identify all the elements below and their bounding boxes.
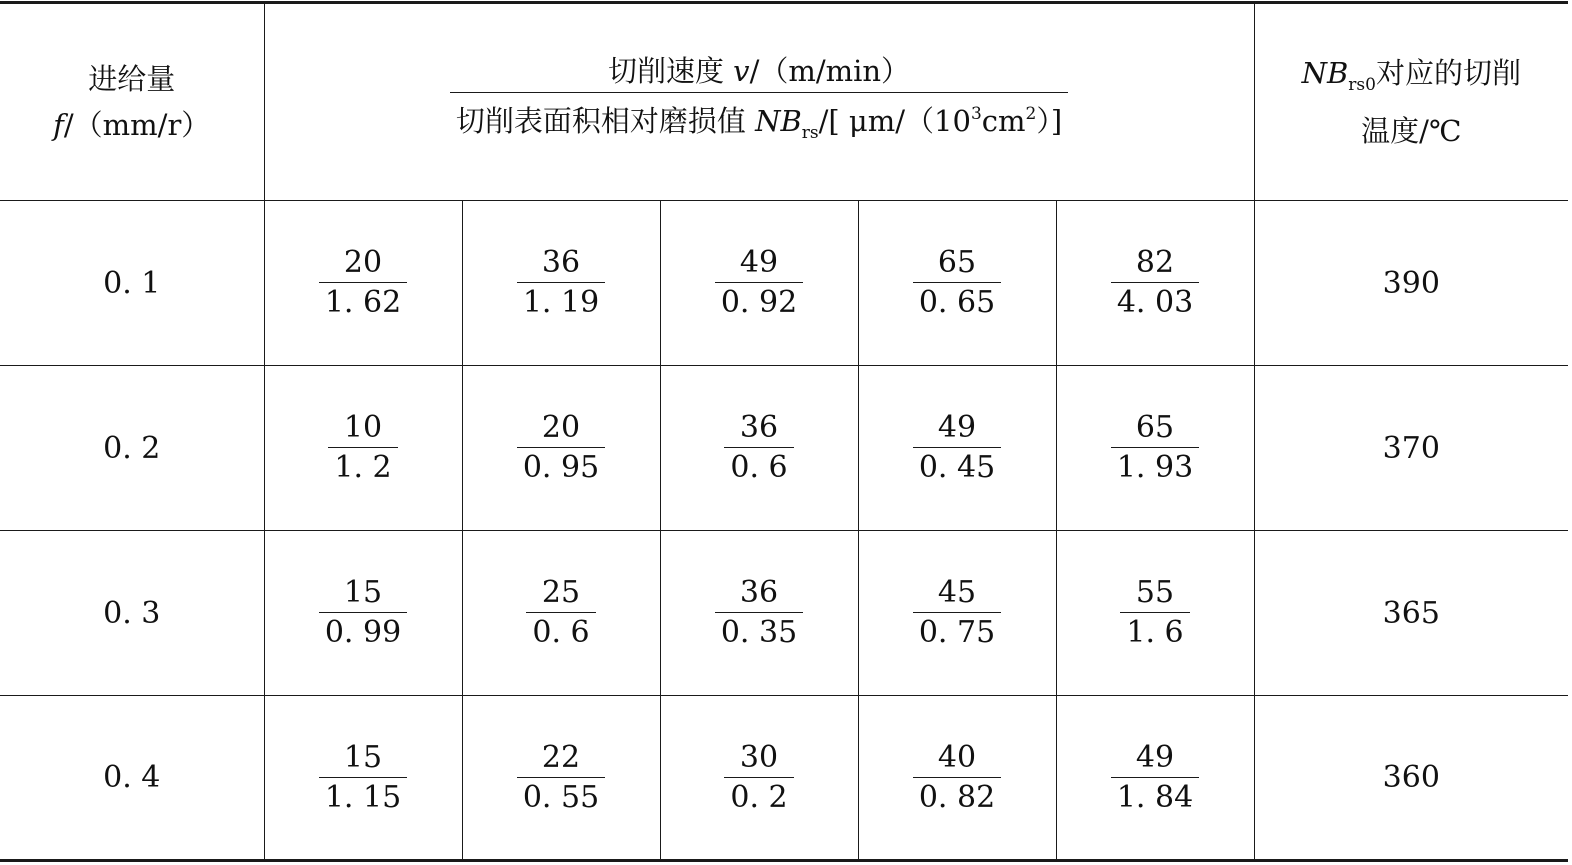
wear-value: 0. 35	[715, 612, 803, 651]
fraction	[913, 575, 1001, 651]
feed-cell: 0. 4	[0, 696, 264, 861]
speed-value: 49	[739, 245, 779, 280]
data-cell	[264, 696, 462, 861]
wear-value: 0. 2	[724, 777, 793, 816]
feed-header-line2	[0, 102, 264, 148]
wear-value: 1. 2	[328, 447, 397, 486]
data-cell	[462, 696, 660, 861]
wear-value: 1. 93	[1111, 447, 1199, 486]
fraction	[913, 740, 1001, 816]
fraction	[517, 740, 605, 816]
wear-header-label: 切削表面积相对磨损值	[455, 104, 756, 138]
fraction	[913, 410, 1001, 486]
data-cell	[660, 201, 858, 366]
speed-symbol: v	[733, 54, 750, 88]
data-cell	[462, 531, 660, 696]
wear-unit-part-c: ）]	[1036, 104, 1063, 138]
speed-header-label: 切削速度	[607, 54, 734, 88]
data-cell	[660, 531, 858, 696]
data-cell	[660, 366, 858, 531]
data-cell	[858, 201, 1056, 366]
wear-value: 0. 92	[715, 282, 803, 321]
data-cell	[462, 366, 660, 531]
fraction	[724, 410, 793, 486]
data-cell	[1056, 696, 1254, 861]
feed-cell: 0. 3	[0, 531, 264, 696]
temperature-header-line1	[1255, 50, 1569, 108]
temperature-cell: 360	[1254, 696, 1568, 861]
temperature-header	[1254, 3, 1568, 201]
temp-symbol-subscript: rs0	[1348, 75, 1376, 95]
fraction	[319, 575, 407, 651]
data-cell	[858, 696, 1056, 861]
fraction	[1111, 740, 1199, 816]
wear-value: 4. 03	[1111, 282, 1199, 321]
data-cell	[462, 201, 660, 366]
speed-value: 20	[343, 245, 383, 280]
fraction	[1111, 410, 1199, 486]
table-row	[0, 696, 1568, 861]
speed-value: 49	[937, 410, 977, 445]
feed-header	[0, 3, 264, 201]
wear-symbol-subscript: rs	[801, 123, 819, 143]
wear-value: 1. 19	[517, 282, 605, 321]
speed-value: 22	[541, 739, 581, 775]
wear-symbol: NB	[755, 104, 802, 138]
feed-unit: /（mm/r）	[63, 108, 211, 142]
data-cell	[264, 366, 462, 531]
data-cell	[660, 696, 858, 861]
wear-value: 0. 45	[913, 447, 1001, 486]
speed-value: 40	[937, 739, 977, 775]
wear-value: 1. 15	[319, 777, 407, 816]
wear-header	[450, 92, 1068, 152]
wear-unit-part-b: cm	[981, 104, 1026, 138]
temperature-cell: 365	[1254, 531, 1568, 696]
table-row	[0, 201, 1568, 366]
header-row	[0, 3, 1568, 201]
data-cell	[858, 366, 1056, 531]
feed-cell: 0. 2	[0, 366, 264, 531]
feed-header-line1: 进给量	[88, 62, 176, 96]
wear-value: 0. 6	[526, 612, 595, 651]
speed-value: 36	[739, 410, 779, 445]
wear-value: 0. 75	[913, 612, 1001, 651]
speed-wear-header	[264, 3, 1254, 201]
temperature-cell: 390	[1254, 201, 1568, 366]
wear-value: 0. 99	[319, 612, 407, 651]
speed-value: 10	[343, 410, 383, 445]
data-cell	[858, 531, 1056, 696]
wear-value: 1. 62	[319, 282, 407, 321]
speed-value: 36	[739, 575, 779, 610]
fraction	[715, 575, 803, 651]
fraction	[715, 245, 803, 321]
temp-symbol: NB	[1301, 56, 1349, 90]
speed-value: 36	[541, 245, 581, 280]
speed-value: 49	[1135, 739, 1175, 775]
wear-value: 0. 65	[913, 282, 1001, 321]
temperature-header-line2: 温度/℃	[1361, 114, 1462, 148]
data-cell	[1056, 201, 1254, 366]
temperature-cell: 370	[1254, 366, 1568, 531]
fraction	[913, 245, 1001, 321]
speed-value: 82	[1135, 245, 1175, 280]
wear-value: 1. 6	[1120, 612, 1189, 651]
fraction	[319, 245, 407, 321]
wear-value: 0. 82	[913, 777, 1001, 816]
speed-unit: /（m/min）	[749, 54, 911, 88]
wear-value: 0. 55	[517, 777, 605, 816]
wear-data-table	[0, 1, 1568, 862]
speed-value: 65	[1135, 410, 1175, 445]
speed-value: 65	[937, 245, 977, 280]
speed-value: 20	[541, 410, 581, 445]
fraction	[517, 245, 605, 321]
fraction	[724, 740, 793, 816]
table-row	[0, 366, 1568, 531]
feed-symbol: f	[53, 108, 64, 142]
data-cell	[1056, 366, 1254, 531]
fraction	[1111, 245, 1199, 321]
wear-unit-sup-2: 2	[1025, 104, 1037, 124]
speed-value: 25	[541, 575, 581, 610]
data-cell	[1056, 531, 1254, 696]
fraction	[319, 740, 407, 816]
speed-header	[450, 52, 1068, 92]
feed-cell: 0. 1	[0, 201, 264, 366]
fraction	[517, 410, 605, 486]
speed-wear-header-fraction	[450, 52, 1068, 152]
wear-value: 1. 84	[1111, 777, 1199, 816]
speed-value: 45	[937, 575, 977, 610]
speed-value: 30	[739, 739, 779, 775]
speed-value: 15	[343, 739, 383, 775]
fraction	[526, 575, 595, 651]
wear-value: 0. 95	[517, 447, 605, 486]
wear-unit-part-a: /[ μm/（10	[818, 104, 971, 138]
fraction	[1120, 575, 1189, 651]
table-row	[0, 531, 1568, 696]
wear-value: 0. 6	[724, 447, 793, 486]
wear-unit-sup-3: 3	[970, 104, 982, 124]
data-cell	[264, 531, 462, 696]
fraction	[328, 410, 397, 486]
data-cell	[264, 201, 462, 366]
speed-value: 55	[1135, 575, 1175, 610]
temp-header-rest: 对应的切削	[1375, 56, 1521, 90]
speed-value: 15	[343, 575, 383, 610]
